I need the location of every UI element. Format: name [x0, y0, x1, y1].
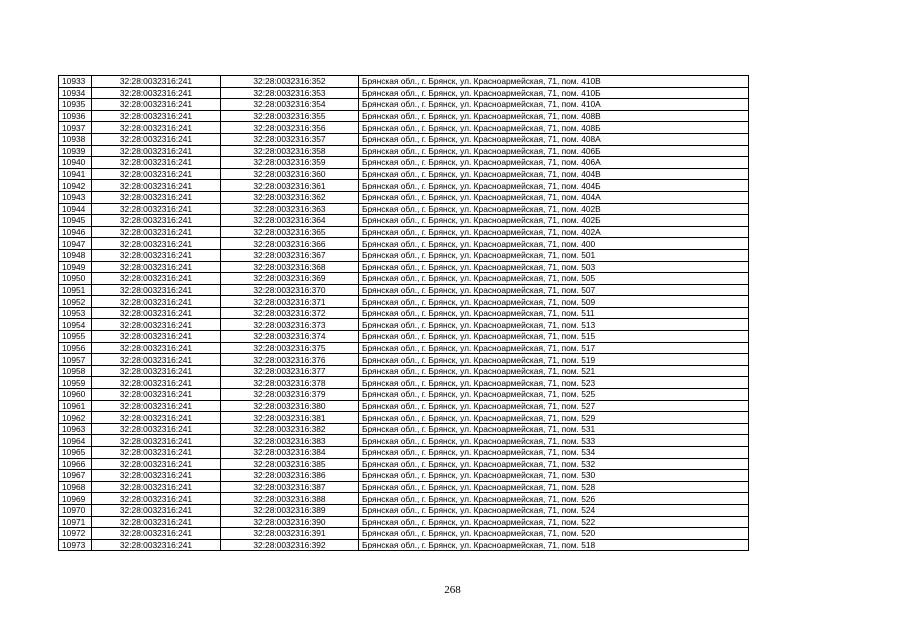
- parent-cadastral-number-cell: 32:28:0032316:241: [92, 435, 221, 447]
- row-number-cell: 10944: [59, 203, 92, 215]
- cadastral-number-cell: 32:28:0032316:384: [221, 447, 359, 459]
- row-number-cell: 10956: [59, 342, 92, 354]
- table-row: [59, 191, 749, 203]
- address-cell: Брянская обл., г. Брянск, ул. Красноармейская, 71, пом. 530: [359, 470, 749, 482]
- address-cell: Брянская обл., г. Брянск, ул. Красноармейская, 71, пом. 531: [359, 423, 749, 435]
- row-number-cell: 10964: [59, 435, 92, 447]
- parent-cadastral-number-cell: 32:28:0032316:241: [92, 412, 221, 424]
- row-number-cell: 10961: [59, 400, 92, 412]
- cadastral-number-cell: 32:28:0032316:382: [221, 423, 359, 435]
- parent-cadastral-number-cell: 32:28:0032316:241: [92, 539, 221, 551]
- parent-cadastral-number-cell: 32:28:0032316:241: [92, 365, 221, 377]
- address-cell: Брянская обл., г. Брянск, ул. Красноармейская, 71, пом. 410А: [359, 99, 749, 111]
- address-cell: Брянская обл., г. Брянск, ул. Красноармейская, 71, пом. 402В: [359, 203, 749, 215]
- address-cell: Брянская обл., г. Брянск, ул. Красноармейская, 71, пом. 520: [359, 528, 749, 540]
- cadastral-number-cell: 32:28:0032316:364: [221, 215, 359, 227]
- address-cell: Брянская обл., г. Брянск, ул. Красноармейская, 71, пом. 400: [359, 238, 749, 250]
- cadastral-number-cell: 32:28:0032316:375: [221, 342, 359, 354]
- address-cell: Брянская обл., г. Брянск, ул. Красноармейская, 71, пом. 533: [359, 435, 749, 447]
- address-cell: Брянская обл., г. Брянск, ул. Красноармейская, 71, пом. 408В: [359, 110, 749, 122]
- cadastral-number-cell: 32:28:0032316:392: [221, 539, 359, 551]
- address-cell: Брянская обл., г. Брянск, ул. Красноармейская, 71, пом. 410Б: [359, 87, 749, 99]
- cadastral-number-cell: 32:28:0032316:388: [221, 493, 359, 505]
- parent-cadastral-number-cell: 32:28:0032316:241: [92, 238, 221, 250]
- address-cell: Брянская обл., г. Брянск, ул. Красноармейская, 71, пом. 402Б: [359, 215, 749, 227]
- cadastral-number-cell: 32:28:0032316:354: [221, 99, 359, 111]
- address-cell: Брянская обл., г. Брянск, ул. Красноармейская, 71, пом. 515: [359, 331, 749, 343]
- row-number-cell: 10957: [59, 354, 92, 366]
- parent-cadastral-number-cell: 32:28:0032316:241: [92, 307, 221, 319]
- table-row: [59, 493, 749, 505]
- table-row: [59, 307, 749, 319]
- cadastral-number-cell: 32:28:0032316:366: [221, 238, 359, 250]
- parent-cadastral-number-cell: 32:28:0032316:241: [92, 389, 221, 401]
- row-number-cell: 10941: [59, 168, 92, 180]
- table-row: [59, 389, 749, 401]
- address-cell: Брянская обл., г. Брянск, ул. Красноармейская, 71, пом. 517: [359, 342, 749, 354]
- cadastral-number-cell: 32:28:0032316:376: [221, 354, 359, 366]
- cadastral-number-cell: 32:28:0032316:363: [221, 203, 359, 215]
- table-row: [59, 377, 749, 389]
- parent-cadastral-number-cell: 32:28:0032316:241: [92, 284, 221, 296]
- table-row: [59, 226, 749, 238]
- parent-cadastral-number-cell: 32:28:0032316:241: [92, 226, 221, 238]
- address-cell: Брянская обл., г. Брянск, ул. Красноармейская, 71, пом. 521: [359, 365, 749, 377]
- table-row: [59, 504, 749, 516]
- row-number-cell: 10970: [59, 504, 92, 516]
- parent-cadastral-number-cell: 32:28:0032316:241: [92, 447, 221, 459]
- parent-cadastral-number-cell: 32:28:0032316:241: [92, 157, 221, 169]
- parent-cadastral-number-cell: 32:28:0032316:241: [92, 261, 221, 273]
- table-row: [59, 215, 749, 227]
- cadastral-number-cell: 32:28:0032316:359: [221, 157, 359, 169]
- row-number-cell: 10966: [59, 458, 92, 470]
- table-row: [59, 296, 749, 308]
- cadastral-number-cell: 32:28:0032316:381: [221, 412, 359, 424]
- table-row: [59, 133, 749, 145]
- parent-cadastral-number-cell: 32:28:0032316:241: [92, 458, 221, 470]
- row-number-cell: 10933: [59, 76, 92, 88]
- address-cell: Брянская обл., г. Брянск, ул. Красноармейская, 71, пом. 519: [359, 354, 749, 366]
- address-cell: Брянская обл., г. Брянск, ул. Красноармейская, 71, пом. 404А: [359, 191, 749, 203]
- cadastral-number-cell: 32:28:0032316:390: [221, 516, 359, 528]
- row-number-cell: 10938: [59, 133, 92, 145]
- address-cell: Брянская обл., г. Брянск, ул. Красноармейская, 71, пом. 532: [359, 458, 749, 470]
- address-cell: Брянская обл., г. Брянск, ул. Красноармейская, 71, пом. 511: [359, 307, 749, 319]
- row-number-cell: 10958: [59, 365, 92, 377]
- cadastral-number-cell: 32:28:0032316:371: [221, 296, 359, 308]
- row-number-cell: 10972: [59, 528, 92, 540]
- table-row: [59, 400, 749, 412]
- row-number-cell: 10936: [59, 110, 92, 122]
- parent-cadastral-number-cell: 32:28:0032316:241: [92, 516, 221, 528]
- row-number-cell: 10973: [59, 539, 92, 551]
- table-row: [59, 354, 749, 366]
- table-row: [59, 110, 749, 122]
- address-cell: Брянская обл., г. Брянск, ул. Красноармейская, 71, пом. 509: [359, 296, 749, 308]
- row-number-cell: 10962: [59, 412, 92, 424]
- parent-cadastral-number-cell: 32:28:0032316:241: [92, 296, 221, 308]
- table-row: [59, 145, 749, 157]
- row-number-cell: 10959: [59, 377, 92, 389]
- address-cell: Брянская обл., г. Брянск, ул. Красноармейская, 71, пом. 529: [359, 412, 749, 424]
- address-cell: Брянская обл., г. Брянск, ул. Красноармейская, 71, пом. 410В: [359, 76, 749, 88]
- address-cell: Брянская обл., г. Брянск, ул. Красноармейская, 71, пом. 507: [359, 284, 749, 296]
- address-cell: Брянская обл., г. Брянск, ул. Красноармейская, 71, пом. 406Б: [359, 145, 749, 157]
- cadastral-number-cell: 32:28:0032316:370: [221, 284, 359, 296]
- cadastral-number-cell: 32:28:0032316:377: [221, 365, 359, 377]
- address-cell: Брянская обл., г. Брянск, ул. Красноармейская, 71, пом. 524: [359, 504, 749, 516]
- row-number-cell: 10965: [59, 447, 92, 459]
- address-cell: Брянская обл., г. Брянск, ул. Красноармейская, 71, пом. 526: [359, 493, 749, 505]
- cadastral-number-cell: 32:28:0032316:380: [221, 400, 359, 412]
- address-cell: Брянская обл., г. Брянск, ул. Красноармейская, 71, пом. 408А: [359, 133, 749, 145]
- cadastral-number-cell: 32:28:0032316:372: [221, 307, 359, 319]
- row-number-cell: 10946: [59, 226, 92, 238]
- address-cell: Брянская обл., г. Брянск, ул. Красноармейская, 71, пом. 528: [359, 481, 749, 493]
- address-cell: Брянская обл., г. Брянск, ул. Красноармейская, 71, пом. 501: [359, 249, 749, 261]
- cadastral-number-cell: 32:28:0032316:391: [221, 528, 359, 540]
- row-number-cell: 10937: [59, 122, 92, 134]
- cadastral-number-cell: 32:28:0032316:367: [221, 249, 359, 261]
- table-row: [59, 238, 749, 250]
- parent-cadastral-number-cell: 32:28:0032316:241: [92, 191, 221, 203]
- cadastral-number-cell: 32:28:0032316:378: [221, 377, 359, 389]
- address-cell: Брянская обл., г. Брянск, ул. Красноармейская, 71, пом. 518: [359, 539, 749, 551]
- table-row: [59, 412, 749, 424]
- cadastral-number-cell: 32:28:0032316:352: [221, 76, 359, 88]
- cadastral-number-cell: 32:28:0032316:374: [221, 331, 359, 343]
- table-row: [59, 342, 749, 354]
- address-cell: Брянская обл., г. Брянск, ул. Красноармейская, 71, пом. 522: [359, 516, 749, 528]
- parent-cadastral-number-cell: 32:28:0032316:241: [92, 249, 221, 261]
- parent-cadastral-number-cell: 32:28:0032316:241: [92, 99, 221, 111]
- row-number-cell: 10971: [59, 516, 92, 528]
- table-row: [59, 249, 749, 261]
- table-row: [59, 76, 749, 88]
- parent-cadastral-number-cell: 32:28:0032316:241: [92, 331, 221, 343]
- address-cell: Брянская обл., г. Брянск, ул. Красноармейская, 71, пом. 523: [359, 377, 749, 389]
- table-row: [59, 365, 749, 377]
- table-row: [59, 273, 749, 285]
- row-number-cell: 10969: [59, 493, 92, 505]
- table-row: [59, 447, 749, 459]
- table-row: [59, 261, 749, 273]
- cadastral-number-cell: 32:28:0032316:389: [221, 504, 359, 516]
- cadastral-number-cell: 32:28:0032316:362: [221, 191, 359, 203]
- row-number-cell: 10950: [59, 273, 92, 285]
- parent-cadastral-number-cell: 32:28:0032316:241: [92, 122, 221, 134]
- parent-cadastral-number-cell: 32:28:0032316:241: [92, 133, 221, 145]
- parent-cadastral-number-cell: 32:28:0032316:241: [92, 377, 221, 389]
- row-number-cell: 10945: [59, 215, 92, 227]
- address-cell: Брянская обл., г. Брянск, ул. Красноармейская, 71, пом. 505: [359, 273, 749, 285]
- table-body: [59, 76, 749, 551]
- cadastral-number-cell: 32:28:0032316:383: [221, 435, 359, 447]
- row-number-cell: 10947: [59, 238, 92, 250]
- table-row: [59, 168, 749, 180]
- table-row: [59, 203, 749, 215]
- table-row: [59, 470, 749, 482]
- parent-cadastral-number-cell: 32:28:0032316:241: [92, 110, 221, 122]
- table-row: [59, 458, 749, 470]
- address-cell: Брянская обл., г. Брянск, ул. Красноармейская, 71, пом. 402А: [359, 226, 749, 238]
- row-number-cell: 10960: [59, 389, 92, 401]
- table-row: [59, 331, 749, 343]
- cadastral-number-cell: 32:28:0032316:355: [221, 110, 359, 122]
- table-row: [59, 435, 749, 447]
- cadastral-number-cell: 32:28:0032316:385: [221, 458, 359, 470]
- address-cell: Брянская обл., г. Брянск, ул. Красноармейская, 71, пом. 534: [359, 447, 749, 459]
- parent-cadastral-number-cell: 32:28:0032316:241: [92, 400, 221, 412]
- row-number-cell: 10953: [59, 307, 92, 319]
- table-row: [59, 157, 749, 169]
- row-number-cell: 10963: [59, 423, 92, 435]
- row-number-cell: 10951: [59, 284, 92, 296]
- cadastral-number-cell: 32:28:0032316:361: [221, 180, 359, 192]
- address-cell: Брянская обл., г. Брянск, ул. Красноармейская, 71, пом. 527: [359, 400, 749, 412]
- row-number-cell: 10968: [59, 481, 92, 493]
- parent-cadastral-number-cell: 32:28:0032316:241: [92, 180, 221, 192]
- table-row: [59, 284, 749, 296]
- parent-cadastral-number-cell: 32:28:0032316:241: [92, 203, 221, 215]
- row-number-cell: 10954: [59, 319, 92, 331]
- address-cell: Брянская обл., г. Брянск, ул. Красноармейская, 71, пом. 525: [359, 389, 749, 401]
- cadastral-number-cell: 32:28:0032316:369: [221, 273, 359, 285]
- parent-cadastral-number-cell: 32:28:0032316:241: [92, 273, 221, 285]
- row-number-cell: 10935: [59, 99, 92, 111]
- address-cell: Брянская обл., г. Брянск, ул. Красноармейская, 71, пом. 513: [359, 319, 749, 331]
- cadastral-number-cell: 32:28:0032316:386: [221, 470, 359, 482]
- parent-cadastral-number-cell: 32:28:0032316:241: [92, 319, 221, 331]
- table-row: [59, 516, 749, 528]
- parent-cadastral-number-cell: 32:28:0032316:241: [92, 168, 221, 180]
- row-number-cell: 10952: [59, 296, 92, 308]
- row-number-cell: 10939: [59, 145, 92, 157]
- table-row: [59, 481, 749, 493]
- parent-cadastral-number-cell: 32:28:0032316:241: [92, 76, 221, 88]
- cadastral-number-cell: 32:28:0032316:387: [221, 481, 359, 493]
- parent-cadastral-number-cell: 32:28:0032316:241: [92, 528, 221, 540]
- cadastral-number-cell: 32:28:0032316:379: [221, 389, 359, 401]
- cadastral-number-cell: 32:28:0032316:373: [221, 319, 359, 331]
- row-number-cell: 10934: [59, 87, 92, 99]
- address-cell: Брянская обл., г. Брянск, ул. Красноармейская, 71, пом. 404Б: [359, 180, 749, 192]
- parent-cadastral-number-cell: 32:28:0032316:241: [92, 87, 221, 99]
- parent-cadastral-number-cell: 32:28:0032316:241: [92, 145, 221, 157]
- row-number-cell: 10955: [59, 331, 92, 343]
- parent-cadastral-number-cell: 32:28:0032316:241: [92, 215, 221, 227]
- cadastral-number-cell: 32:28:0032316:356: [221, 122, 359, 134]
- table-row: [59, 539, 749, 551]
- parent-cadastral-number-cell: 32:28:0032316:241: [92, 354, 221, 366]
- parent-cadastral-number-cell: 32:28:0032316:241: [92, 493, 221, 505]
- table-row: [59, 122, 749, 134]
- page-number: 268: [444, 584, 461, 596]
- cadastral-number-cell: 32:28:0032316:365: [221, 226, 359, 238]
- row-number-cell: 10967: [59, 470, 92, 482]
- address-cell: Брянская обл., г. Брянск, ул. Красноармейская, 71, пом. 406А: [359, 157, 749, 169]
- parent-cadastral-number-cell: 32:28:0032316:241: [92, 342, 221, 354]
- row-number-cell: 10940: [59, 157, 92, 169]
- cadastral-number-cell: 32:28:0032316:357: [221, 133, 359, 145]
- address-cell: Брянская обл., г. Брянск, ул. Красноармейская, 71, пом. 404В: [359, 168, 749, 180]
- row-number-cell: 10943: [59, 191, 92, 203]
- address-cell: Брянская обл., г. Брянск, ул. Красноармейская, 71, пом. 503: [359, 261, 749, 273]
- registry-table: [58, 75, 749, 551]
- parent-cadastral-number-cell: 32:28:0032316:241: [92, 481, 221, 493]
- cadastral-number-cell: 32:28:0032316:360: [221, 168, 359, 180]
- table-row: [59, 87, 749, 99]
- table-row: [59, 423, 749, 435]
- parent-cadastral-number-cell: 32:28:0032316:241: [92, 504, 221, 516]
- cadastral-number-cell: 32:28:0032316:368: [221, 261, 359, 273]
- cadastral-number-cell: 32:28:0032316:358: [221, 145, 359, 157]
- parent-cadastral-number-cell: 32:28:0032316:241: [92, 470, 221, 482]
- address-cell: Брянская обл., г. Брянск, ул. Красноармейская, 71, пом. 408Б: [359, 122, 749, 134]
- table-row: [59, 319, 749, 331]
- row-number-cell: 10942: [59, 180, 92, 192]
- row-number-cell: 10949: [59, 261, 92, 273]
- parent-cadastral-number-cell: 32:28:0032316:241: [92, 423, 221, 435]
- row-number-cell: 10948: [59, 249, 92, 261]
- table-row: [59, 99, 749, 111]
- table-row: [59, 180, 749, 192]
- table-row: [59, 528, 749, 540]
- cadastral-number-cell: 32:28:0032316:353: [221, 87, 359, 99]
